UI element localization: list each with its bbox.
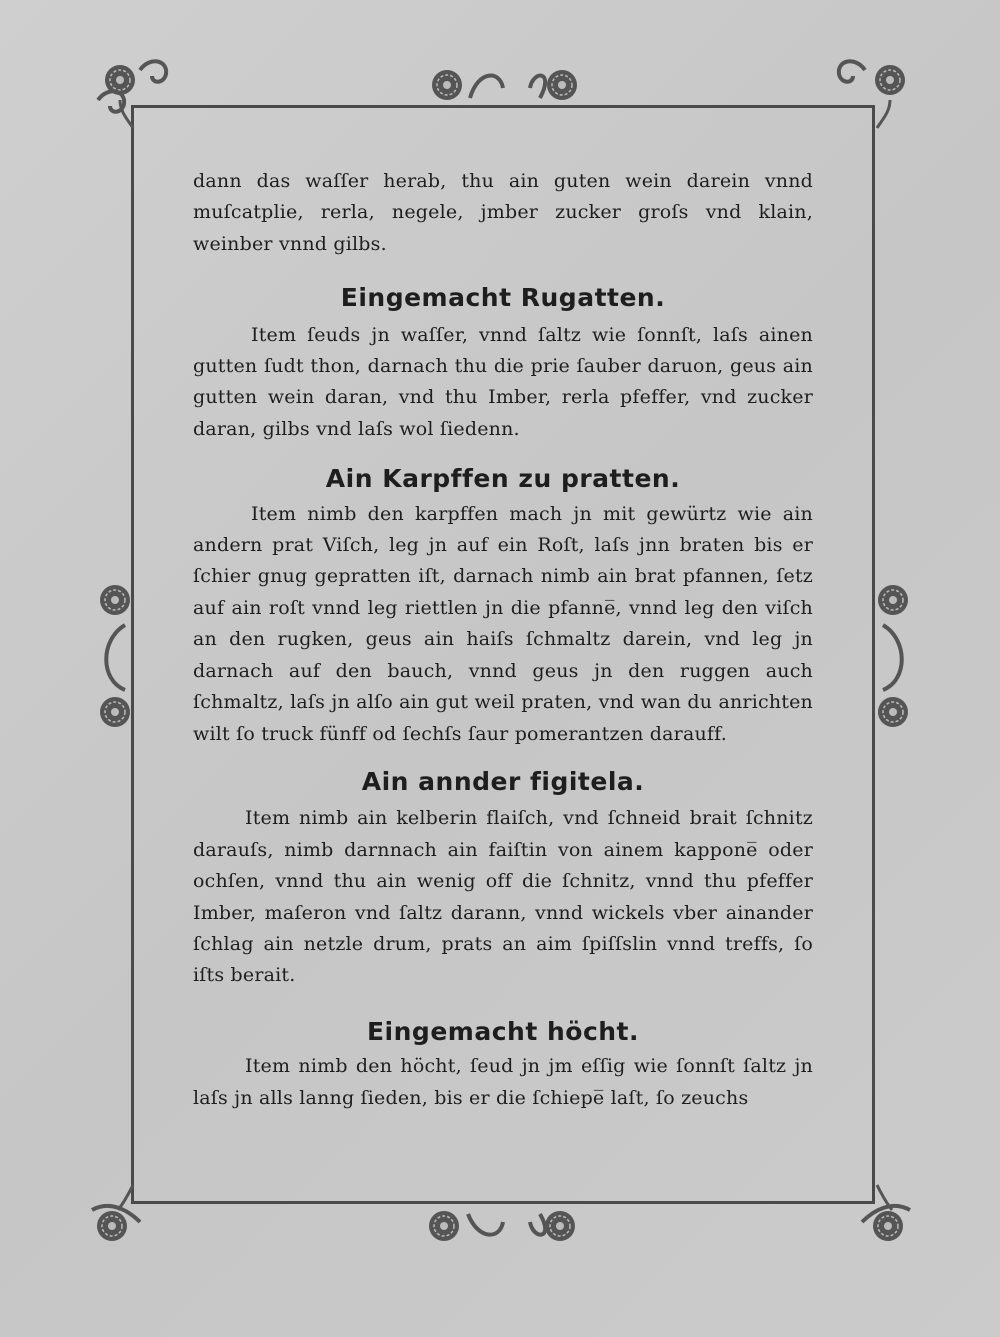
corner-ornament-top-left-icon xyxy=(98,61,166,128)
heading-ain-annder-figitela: Ain annder figitela. xyxy=(361,766,645,796)
heading-eingemacht-hoecht: Eingemacht höcht. xyxy=(366,1016,640,1046)
top-center-ornament-icon xyxy=(432,70,577,100)
corner-ornament-bottom-left-icon xyxy=(92,1185,140,1241)
paragraph-1: dann das waſſer herab, thu ain guten wein darein vnnd muſcatplie, rerla, negele, jmber zucker groſs vnd klain, weinber vnnd gilbs. xyxy=(193,170,813,255)
corner-ornament-top-right-icon xyxy=(839,61,905,128)
left-side-ornament-icon xyxy=(100,585,130,727)
text-block xyxy=(193,166,813,1114)
paragraph-4: Item nimb ain kelberin flaiſch, vnd ſchneid brait ſchnitz darauſs, nimb darnnach ain faiſtin von ainem kappone̅ oder ochſen, vnnd thu ain wenig off die ſchnitz, vnnd thu pfeffer Imber, maſeron vnd ſaltz darann, vnnd wickels vber ainander ſchlag ain netzle drum, prats an aim ſpiſſslin vnnd treffs, ſo iſts berait. xyxy=(193,807,813,987)
paragraph-5: Item nimb den höcht, ſeud jn jm eſſig wie ſonnſt ſaltz jn laſs jn alls lanng ſieden, bis er die ſchiepe̅ laſt, ſo zeuchs xyxy=(193,1055,813,1109)
bottom-center-ornament-icon xyxy=(429,1211,575,1241)
right-side-ornament-icon xyxy=(878,585,908,727)
heading-eingemacht-rugatten: Eingemacht Rugatten. xyxy=(340,283,666,313)
corner-ornament-bottom-right-icon xyxy=(862,1185,910,1241)
paragraph-3: Item nimb den karpffen mach jn mit gewürtz wie ain andern prat Viſch, leg jn auf ein Roſt, laſs jnn braten bis er ſchier gnug gepratten iſt, darnach nimb ain brat pfannen, ſetz auf ain roſt vnnd leg riettlen jn die pfanne̅, vnnd leg den viſch an den rugken, geus ain haiſs ſchmaltz darein, vnd leg jn darnach auf den bauch, vnnd geus jn den ruggen auch ſchmaltz, laſs jn alſo ain gut weil praten, vnd wan du anrichten wilt ſo truck fünff od ſechſs ſaur pomerantzen darauff. xyxy=(193,502,813,745)
paragraph-2: Item ſeuds jn waſſer, vnnd ſaltz wie ſonnſt, laſs ainen gutten ſudt thon, darnach thu die prie ſauber daruon, geus ain gutten wein daran, vnd thu Imber, rerla pfeffer, vnd zucker daran, gilbs vnd laſs wol ſiedenn. xyxy=(193,323,813,440)
heading-ain-karpffen: Ain Karpffen zu pratten. xyxy=(325,464,681,494)
